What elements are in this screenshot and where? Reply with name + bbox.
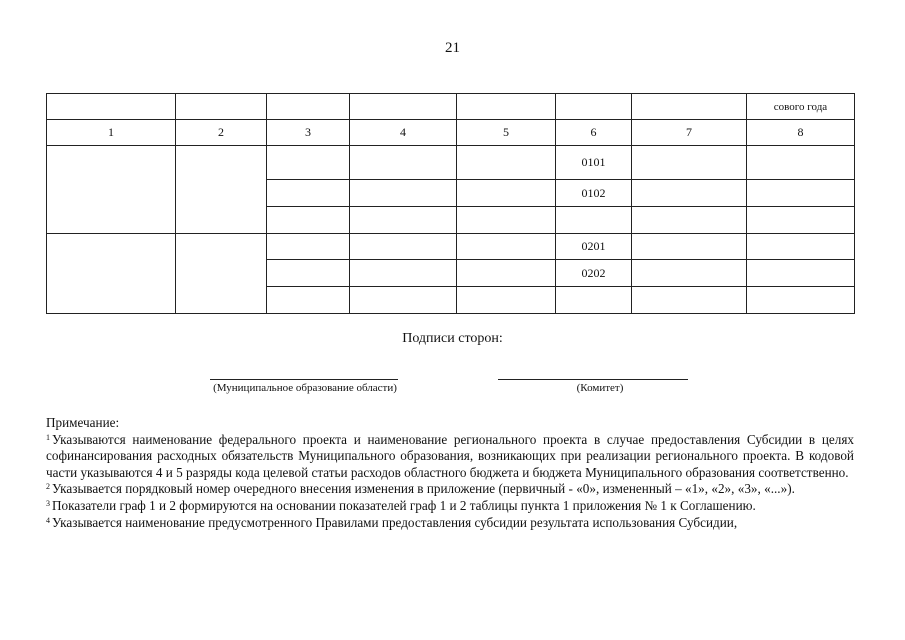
notes-heading: Примечание:: [46, 415, 120, 430]
table-cell: [267, 180, 350, 207]
header-cell: [632, 94, 747, 120]
header-cell: сового года: [747, 94, 855, 120]
note-text: Указываются наименование федерального проекта и наименование регионального проекта в случае предоставления Субсидии в целях софинансирования расходных обязательств Муниципального образования, возникающих при реализации регионального проекта. В кодовой части указываются 4 и 5 разряды кода целевой статьи расходов областного бюджета и бюджета Муниципального образования соответственно.: [46, 431, 854, 480]
code-cell: [556, 207, 632, 234]
code-cell: 0202: [556, 260, 632, 287]
column-number: 4: [350, 120, 457, 146]
table-cell: [350, 207, 457, 234]
column-number: 6: [556, 120, 632, 146]
code-cell: 0101: [556, 146, 632, 180]
table-cell: [747, 260, 855, 287]
header-cell: [457, 94, 556, 120]
code-cell: 0201: [556, 234, 632, 260]
column-number: 8: [747, 120, 855, 146]
column-number: 2: [176, 120, 267, 146]
note-item: [46, 498, 854, 515]
table-cell: [747, 180, 855, 207]
table-cell: [632, 234, 747, 260]
note-item: [46, 432, 854, 482]
group-cell-col1: [47, 234, 176, 314]
table-row: [47, 146, 855, 180]
footnote-number: 4: [46, 515, 50, 525]
header-row-top: [47, 94, 855, 120]
group-cell-col2: [176, 146, 267, 234]
header-cell: [556, 94, 632, 120]
group-cell-col1: [47, 146, 176, 234]
footnote-number: 2: [46, 482, 50, 492]
report-table: [46, 93, 855, 314]
table-cell: [267, 287, 350, 314]
table-cell: [267, 207, 350, 234]
table-row: [47, 234, 855, 260]
table-cell: [350, 234, 457, 260]
notes-section: [46, 415, 854, 531]
table-cell: [350, 287, 457, 314]
table-cell: [457, 287, 556, 314]
column-number-row: [47, 120, 855, 146]
signature-line-committee: [498, 379, 688, 380]
footnote-number: 3: [46, 498, 50, 508]
column-number: 5: [457, 120, 556, 146]
header-cell: [267, 94, 350, 120]
table-cell: [267, 146, 350, 180]
table-cell: [350, 260, 457, 287]
column-number: 7: [632, 120, 747, 146]
table-cell: [632, 287, 747, 314]
table-cell: [747, 207, 855, 234]
column-number: 1: [47, 120, 176, 146]
note-item: [46, 481, 854, 498]
table-cell: [457, 146, 556, 180]
note-text: Показатели граф 1 и 2 формируются на основании показателей граф 1 и 2 таблицы пункта 1 приложения № 1 к Соглашению.: [52, 497, 756, 513]
table-cell: [350, 180, 457, 207]
table-cell: [457, 207, 556, 234]
note-item: [46, 515, 854, 532]
table-cell: [632, 146, 747, 180]
footnote-number: 1: [46, 432, 50, 442]
page-number: 21: [445, 40, 460, 56]
table-cell: [747, 287, 855, 314]
signature-label-municipality: (Муниципальное образование области): [213, 382, 397, 394]
note-text: Указывается порядковый номер очередного внесения изменения в приложение (первичный - «0», измененный – «1», «2», «3», «...»).: [52, 481, 795, 497]
code-cell: 0102: [556, 180, 632, 207]
header-cell: [176, 94, 267, 120]
header-cell: [47, 94, 176, 120]
table-cell: [267, 234, 350, 260]
column-number: 3: [267, 120, 350, 146]
code-cell: [556, 287, 632, 314]
group-cell-col2: [176, 234, 267, 314]
table-cell: [267, 260, 350, 287]
table-cell: [457, 260, 556, 287]
signature-line-municipality: [210, 379, 398, 380]
table-cell: [632, 180, 747, 207]
table-cell: [457, 234, 556, 260]
note-text: Указывается наименование предусмотренного Правилами предоставления субсидии результата использования Субсидии,: [52, 514, 738, 530]
table-cell: [632, 260, 747, 287]
table-cell: [747, 146, 855, 180]
signatures-title: Подписи сторон:: [402, 331, 503, 346]
header-cell: [350, 94, 457, 120]
table-cell: [350, 146, 457, 180]
table-cell: [632, 207, 747, 234]
table-cell: [747, 234, 855, 260]
signature-label-committee: (Комитет): [576, 382, 624, 394]
table-cell: [457, 180, 556, 207]
